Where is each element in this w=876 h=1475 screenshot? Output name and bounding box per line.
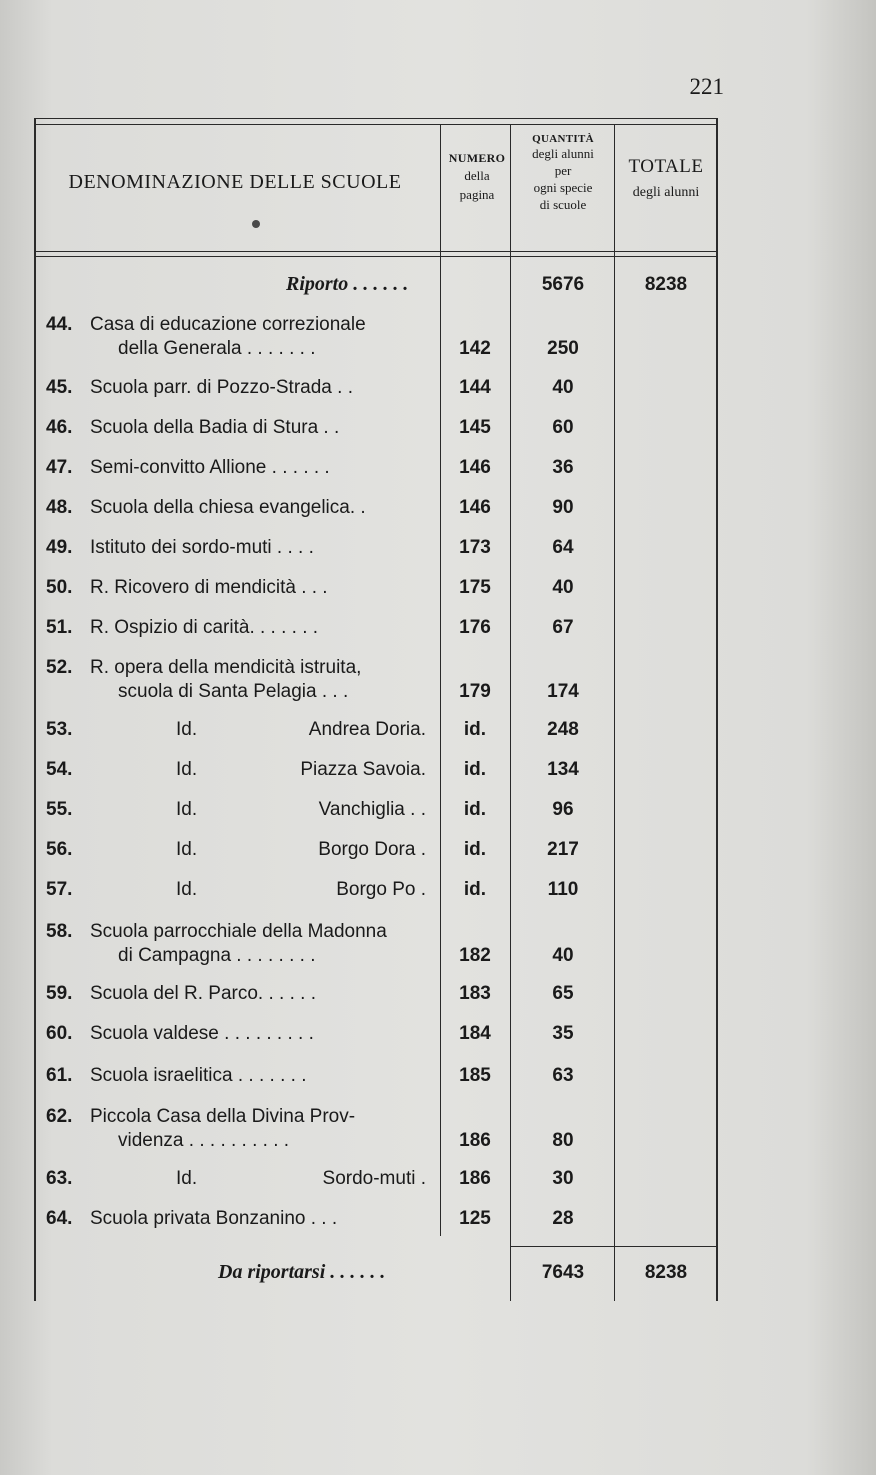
school-place: Vanchiglia . . (318, 799, 426, 820)
school-name: Istituto dei sordo-muti . . . . (90, 537, 314, 558)
pupil-count: 64 (552, 537, 574, 558)
pupil-count: 174 (547, 681, 579, 702)
page-ref: 186 (459, 1130, 491, 1151)
header-numero: NUMERO della pagina (448, 151, 506, 203)
pupil-count: 40 (552, 377, 574, 398)
row-number: 63. (46, 1168, 73, 1189)
ditto-id: Id. (176, 719, 198, 740)
ditto-id: Id. (176, 759, 198, 780)
row-number: 62. (46, 1106, 73, 1127)
school-name: Casa di educazione correzionale (90, 314, 366, 335)
school-name: Piccola Casa della Divina Prov- (90, 1106, 356, 1127)
school-name: Scuola parr. di Pozzo-Strada . . (90, 377, 353, 398)
riporto-quantita: 5676 (541, 274, 585, 295)
row-number: 49. (46, 537, 73, 558)
school-name: R. Ospizio di carità. . . . . . . (90, 617, 319, 638)
page-ref: 175 (459, 577, 491, 598)
page-ref: 183 (459, 983, 491, 1004)
pupil-count: 250 (547, 338, 579, 359)
school-name: Scuola della chiesa evangelica. . (90, 497, 366, 518)
pupil-count: 134 (547, 759, 579, 780)
page-ref: id. (463, 799, 487, 820)
row-number: 51. (46, 617, 73, 638)
school-name: videnza . . . . . . . . . . (118, 1130, 290, 1151)
top-rule (34, 118, 718, 119)
row-number: 44. (46, 314, 73, 335)
pupil-count: 40 (552, 577, 574, 598)
ditto-id: Id. (176, 839, 198, 860)
page-ref: 182 (459, 945, 491, 966)
row-number: 53. (46, 719, 73, 740)
row-number: 64. (46, 1208, 73, 1229)
school-name: Scuola della Badia di Stura . . (90, 417, 340, 438)
page-ref: 146 (459, 497, 491, 518)
school-name: Scuola parrocchiale della Madonna (90, 921, 387, 942)
ditto-id: Id. (176, 1168, 198, 1189)
pupil-count: 67 (552, 617, 574, 638)
page-ref: id. (463, 839, 487, 860)
school-name: Scuola privata Bonzanino . . . (90, 1208, 338, 1229)
page-ref: 173 (459, 537, 491, 558)
row-number: 57. (46, 879, 73, 900)
row-number: 56. (46, 839, 73, 860)
riporto-label: Riporto . . . . . . (286, 273, 409, 295)
school-place: Andrea Doria. (308, 719, 426, 740)
pupil-count: 110 (547, 879, 579, 900)
pupil-count: 80 (552, 1130, 574, 1151)
row-number: 59. (46, 983, 73, 1004)
school-name: scuola di Santa Pelagia . . . (118, 681, 349, 702)
pupil-count: 40 (552, 945, 574, 966)
school-place: Borgo Dora . (318, 839, 426, 860)
page-ref: 184 (459, 1023, 491, 1044)
school-name: di Campagna . . . . . . . . (118, 945, 316, 966)
ditto-id: Id. (176, 799, 198, 820)
pupil-count: 36 (552, 457, 574, 478)
ink-spot (252, 220, 260, 228)
page-ref: id. (463, 879, 487, 900)
school-place: Sordo-muti . (322, 1168, 426, 1189)
pupil-count: 90 (552, 497, 574, 518)
pupil-count: 30 (552, 1168, 574, 1189)
school-name: della Generala . . . . . . . (118, 338, 316, 359)
column-divider-3 (614, 124, 615, 1301)
school-name: R. Ricovero di mendicità . . . (90, 577, 328, 598)
school-place: Piazza Savoia. (300, 759, 426, 780)
header-totale: TOTALE degli alunni (628, 156, 704, 200)
pupil-count: 35 (552, 1023, 574, 1044)
school-place: Borgo Po . (336, 879, 426, 900)
school-name: Scuola israelitica . . . . . . . (90, 1065, 307, 1086)
page-ref: 185 (459, 1065, 491, 1086)
pupil-count: 28 (552, 1208, 574, 1229)
page-ref: 176 (459, 617, 491, 638)
row-number: 52. (46, 657, 73, 678)
row-number: 46. (46, 417, 73, 438)
row-number: 48. (46, 497, 73, 518)
pupil-count: 248 (547, 719, 579, 740)
pupil-count: 65 (552, 983, 574, 1004)
pupil-count: 217 (547, 839, 579, 860)
row-number: 55. (46, 799, 73, 820)
school-name: Scuola del R. Parco. . . . . . (90, 983, 316, 1004)
pupil-count: 63 (552, 1065, 574, 1086)
page-ref: 179 (459, 681, 491, 702)
row-number: 54. (46, 759, 73, 780)
row-number: 50. (46, 577, 73, 598)
riporto-totale: 8238 (644, 274, 688, 295)
row-number: 45. (46, 377, 73, 398)
row-number: 61. (46, 1065, 73, 1086)
page-ref: 146 (459, 457, 491, 478)
header-rule-inner (34, 256, 718, 257)
page-ref: 142 (459, 338, 491, 359)
school-name: Semi-convitto Allione . . . . . . (90, 457, 330, 478)
header-rule (34, 251, 718, 252)
page-ref: id. (463, 759, 487, 780)
page-ref: 145 (459, 417, 491, 438)
page-ref: 125 (459, 1208, 491, 1229)
da-riportarsi-totale: 8238 (644, 1262, 688, 1283)
school-name: Scuola valdese . . . . . . . . . (90, 1023, 314, 1044)
ditto-id: Id. (176, 879, 198, 900)
school-name: R. opera della mendicità istruita, (90, 657, 362, 678)
top-rule-inner (34, 124, 718, 125)
da-riportarsi-quantita: 7643 (541, 1262, 585, 1283)
header-denominazione: DENOMINAZIONE DELLE SCUOLE (68, 171, 402, 193)
row-number: 60. (46, 1023, 73, 1044)
header-quantita: QUANTITÀ degli alunni per ogni specie di scuole (532, 133, 594, 212)
row-number: 47. (46, 457, 73, 478)
pupil-count: 60 (552, 417, 574, 438)
page-number: 221 (689, 74, 724, 99)
row-number: 58. (46, 921, 73, 942)
page-ref: id. (463, 719, 487, 740)
page-ref: 186 (459, 1168, 491, 1189)
da-riportarsi-label: Da riportarsi . . . . . . (218, 1261, 386, 1283)
pupil-count: 96 (552, 799, 574, 820)
page-ref: 144 (459, 377, 491, 398)
column-divider-2 (510, 124, 511, 1301)
